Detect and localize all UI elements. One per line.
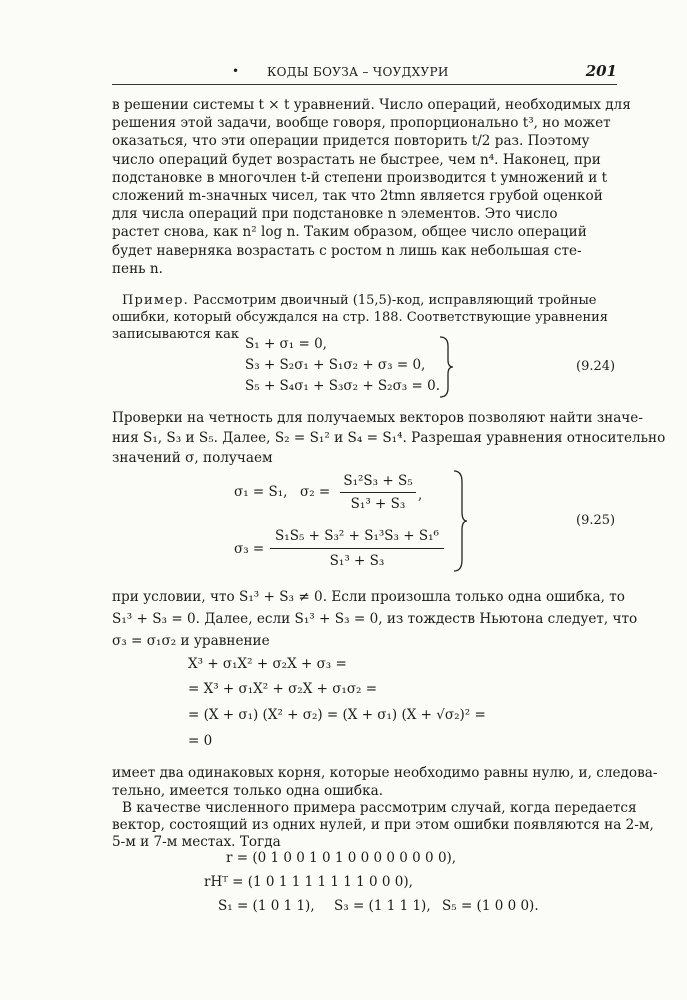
- text-line: имеет два одинаковых корня, которые необходимо равны нулю, и, следова-: [112, 765, 658, 781]
- equation-number-9-25: (9.25): [576, 513, 616, 528]
- text-line: Рассмотрим двоичный (15,5)-код, исправляющий тройные: [188, 293, 597, 308]
- text-line: Проверки на четность для получаемых векторов позволяют найти значе-: [112, 410, 643, 426]
- equation-number-9-24: (9.24): [576, 359, 616, 374]
- right-brace-icon: [452, 470, 468, 572]
- equation-9-24-line: S₅ + S₄σ₁ + S₃σ₂ + S₂σ₃ = 0.: [245, 378, 440, 394]
- text-line: В качестве численного примера рассмотрим случай, когда передается: [122, 800, 637, 816]
- text-line: сложений m-значных чисел, так что 2tmn является грубой оценкой: [112, 188, 603, 205]
- right-brace-icon: [438, 336, 454, 398]
- header-dot: •: [232, 64, 240, 78]
- text-line: пень n.: [112, 260, 163, 277]
- text-line: решения этой задачи, вообще говоря, пропорционально t³, но может: [112, 115, 611, 132]
- received-vector-r: r = (0 1 0 0 1 0 1 0 0 0 0 0 0 0 0),: [226, 850, 457, 866]
- cubic-equation-line: = X³ + σ₁X² + σ₂X + σ₁σ₂ =: [188, 681, 378, 697]
- paragraph-parity-checks: [112, 408, 666, 468]
- sigma3-denominator: S₁³ + S₃: [329, 553, 385, 569]
- syndrome-S5: S₅ = (1 0 0 0).: [442, 898, 539, 914]
- text-line: тельно, имеется только одна ошибка.: [112, 783, 384, 799]
- text-line: значений σ, получаем: [112, 450, 273, 466]
- header-title: КОДЫ БОУЗА – ЧОУДХУРИ: [267, 65, 449, 79]
- cubic-equation-line: = 0: [188, 733, 213, 749]
- equation-9-24-line: S₁ + σ₁ = 0,: [245, 336, 327, 352]
- sigma2-lhs: σ₂ =: [300, 484, 331, 500]
- sigma1-solution: σ₁ = S₁,: [234, 484, 288, 500]
- text-line: растет снова, как n² log n. Таким образом, общее число операций: [112, 224, 587, 241]
- fraction-bar: [270, 548, 444, 549]
- paragraph-numerical-example: [112, 800, 654, 851]
- text-line: ния S₁, S₃ и S₅. Далее, S₂ = S₁² и S₄ = S₁⁴. Разрешая уравнения относительно: [112, 430, 666, 446]
- text-line: вектор, состоящий из одних нулей, и при этом ошибки появляются на 2-м,: [112, 817, 654, 833]
- paragraph-double-root: [112, 764, 658, 800]
- text-line: S₁³ + S₃ = 0. Далее, если S₁³ + S₃ = 0, из тождеств Ньютона следует, что: [112, 611, 638, 627]
- running-header: [112, 62, 617, 85]
- sigma3-numerator: S₁S₅ + S₃² + S₁³S₃ + S₁⁶: [275, 528, 439, 544]
- paragraph-example: [112, 292, 612, 343]
- sigma2-denominator: S₁³ + S₃: [350, 496, 406, 512]
- text-line: для числа операций при подстановке n элементов. Это число: [112, 206, 558, 223]
- equation-9-24-line: S₃ + S₂σ₁ + S₁σ₂ + σ₃ = 0,: [245, 357, 426, 373]
- text-line: 5-м и 7-м местах. Тогда: [112, 834, 281, 850]
- sigma3-lhs: σ₃ =: [234, 541, 265, 557]
- text-line: σ₃ = σ₁σ₂ и уравнение: [112, 633, 270, 649]
- example-label: Пример.: [122, 293, 189, 308]
- page-number: 201: [585, 62, 617, 80]
- sigma2-comma: ,: [418, 487, 423, 503]
- paragraph-single-error: [112, 586, 638, 652]
- syndrome-rHT: rHᵀ = (1 0 1 1 1 1 1 1 1 0 0 0),: [204, 874, 413, 890]
- text-line: оказаться, что эти операции придется повторить t/2 раз. Поэтому: [112, 133, 590, 150]
- syndrome-S1: S₁ = (1 0 1 1),: [218, 898, 315, 914]
- fraction-bar: [340, 492, 416, 493]
- text-line: ошибки, который обсуждался на стр. 188. Соответствующие уравнения: [112, 310, 609, 325]
- text-line: подстановке в многочлен t-й степени производится t умножений и t: [112, 169, 608, 186]
- text-line: будет наверняка возрастать с ростом n лишь как небольшая сте-: [112, 242, 582, 259]
- cubic-equation-line: X³ + σ₁X² + σ₂X + σ₃ =: [188, 656, 347, 672]
- sigma2-numerator: S₁²S₃ + S₅: [343, 473, 413, 489]
- text-line: записываются как: [112, 327, 239, 342]
- syndrome-S3: S₃ = (1 1 1 1),: [334, 898, 431, 914]
- cubic-equation-line: = (X + σ₁) (X² + σ₂) = (X + σ₁) (X + √σ₂)² =: [188, 707, 486, 723]
- text-line: в решении системы t × t уравнений. Число операций, необходимых для: [112, 97, 631, 113]
- text-line: число операций будет возрастать не быстрее, чем n⁴. Наконец, при: [112, 151, 601, 168]
- paragraph-operations-count: [112, 96, 631, 278]
- text-line: при условии, что S₁³ + S₃ ≠ 0. Если произошла только одна ошибка, то: [112, 589, 625, 605]
